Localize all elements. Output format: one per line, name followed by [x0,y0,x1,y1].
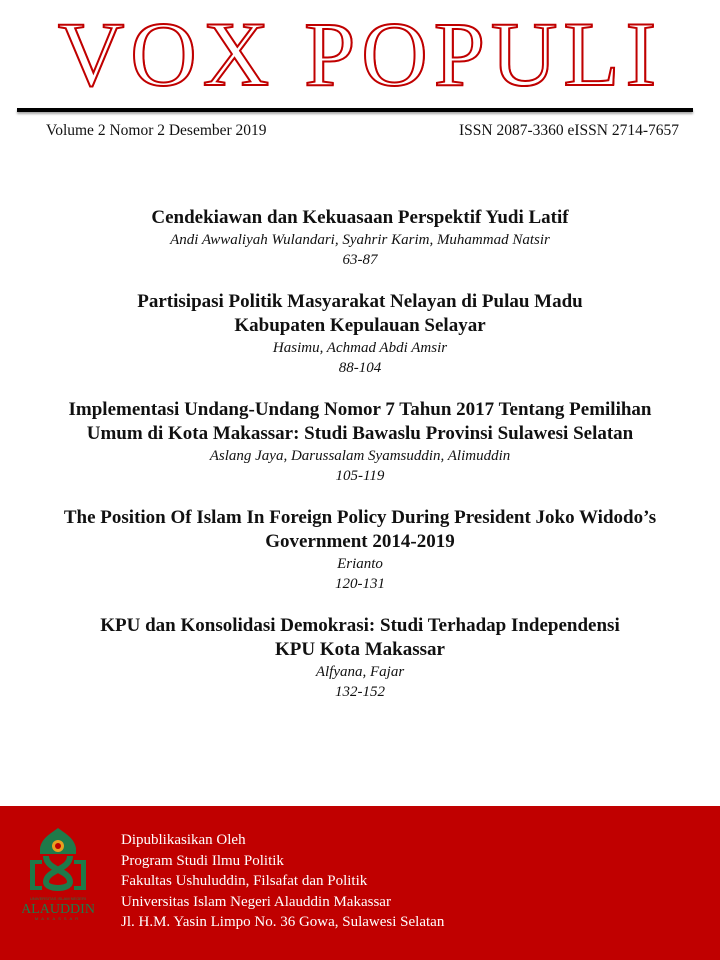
header-rule [17,108,693,112]
table-of-contents [0,206,720,722]
publisher-line: Fakultas Ushuluddin, Filsafat dan Politik [121,873,368,889]
article-entry [0,398,720,486]
article-entry [0,506,720,594]
publisher-info [121,830,444,933]
article-title: Partisipasi Politik Masyarakat Nelayan di Pulau Madu [137,291,583,312]
article-authors: Alfyana, Fajar [315,664,405,680]
article-entry [0,290,720,378]
article-title-line-2: Kabupaten Kepulauan Selayar [234,315,486,336]
publisher-footer [0,806,720,960]
publisher-line: Dipublikasikan Oleh [121,832,246,848]
article-pages: 63-87 [342,252,378,268]
article-pages: 132-152 [335,684,385,700]
publisher-line: Universitas Islam Negeri Alauddin Makassar [121,893,391,910]
article-authors: Aslang Jaya, Darussalam Syamsuddin, Alimuddin [209,448,511,464]
article-authors: Andi Awwaliyah Wulandari, Syahrir Karim, Muhammad Natsir [170,232,550,248]
article-title: Cendekiawan dan Kekuasaan Perspektif Yudi Latif [151,207,569,228]
article-entry [0,614,720,702]
article-entry [0,206,720,270]
article-pages: 105-119 [335,468,385,484]
article-title-line-2: Umum di Kota Makassar: Studi Bawaslu Provinsi Sulawesi Selatan [86,423,634,444]
article-title-line-2: Government 2014-2019 [265,531,455,552]
university-logo-icon [22,824,94,924]
journal-title: VOX POPULI [57,3,663,105]
article-title: Implementasi Undang-Undang Nomor 7 Tahun 2017 Tentang Pemilihan [68,399,652,420]
publisher-line: Program Studi Ilmu Politik [121,852,284,869]
issue-info: Volume 2 Nomor 2 Desember 2019 [46,122,267,139]
publisher-line: Jl. H.M. Yasin Limpo No. 36 Gowa, Sulawesi Selatan [121,914,445,930]
article-authors: Erianto [337,556,383,572]
article-title: The Position Of Islam In Foreign Policy During President Joko Widodo’s [63,507,657,528]
article-pages: 88-104 [338,360,382,376]
svg-text:MAKASSAR: MAKASSAR [34,916,82,921]
svg-text:ALAUDDIN: ALAUDDIN [22,902,94,917]
issn-info: ISSN 2087-3360 eISSN 2714-7657 [458,122,679,139]
svg-text:UNIVERSITAS ISLAM NEGERI: UNIVERSITAS ISLAM NEGERI [30,896,86,901]
article-title-line-2: KPU Kota Makassar [275,639,445,660]
article-authors: Hasimu, Achmad Abdi Amsir [272,340,448,356]
article-title: KPU dan Konsolidasi Demokrasi: Studi Terhadap Independensi [100,615,620,636]
article-pages: 120-131 [335,576,385,592]
